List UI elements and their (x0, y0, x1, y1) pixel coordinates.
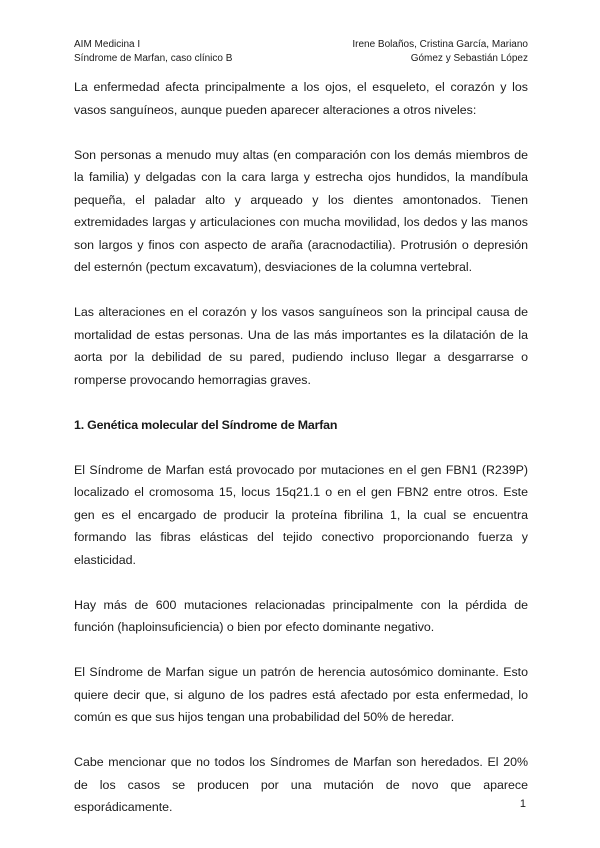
course-title: AIM Medicina I (74, 39, 141, 50)
paragraph-inheritance: El Síndrome de Marfan sigue un patrón de herencia autosómico dominante. Esto quiere decir que, si alguno de los padres está afectado por esta enfermedad, lo común es que sus hijos tengan una probabilidad del 50% de heredar. (74, 665, 528, 724)
document-subtitle: Síndrome de Marfan, caso clínico B (74, 53, 233, 64)
header-right (352, 38, 528, 66)
paragraph-de-novo: Cabe mencionar que no todos los Síndromes de Marfan son heredados. El 20% de los casos se producen por una mutación de novo que aparece esporádicamente. (74, 755, 528, 814)
header-left (74, 38, 232, 66)
paragraph-physical-traits: Son personas a menudo muy altas (en comparación con los demás miembros de la familia) y delgadas con la cara larga y estrecha ojos hundidos, la mandíbula pequeña, el paladar alto y arqueado y los dientes amontonados. Tienen extremidades largas y articulaciones con mucha movilidad, los dedos y las manos son largos y finos con aspecto de araña (aracnodactilia). Protrusión o depresión del esternón (pectum excavatum), desviaciones de la columna vertebral. (74, 147, 528, 274)
page-number: 1 (519, 798, 526, 810)
section-heading: 1. Genética molecular del Síndrome de Marfan (74, 417, 338, 432)
paragraph-cardiovascular: Las alteraciones en el corazón y los vasos sanguíneos son la principal causa de mortalidad de estas personas. Una de las más importantes es la dilatación de la aorta por la debilidad de su pared, pudiendo incluso llegar a desgarrarse o romperse provocando hemorragias graves. (74, 305, 528, 387)
authors-line-2: Gómez y Sebastián López (410, 53, 528, 64)
document-body (74, 76, 528, 841)
authors-line-1: Irene Bolaños, Cristina García, Mariano (352, 39, 528, 50)
paragraph-intro: La enfermedad afecta principalmente a los ojos, el esqueleto, el corazón y los vasos sanguíneos, aunque pueden aparecer alteraciones a otros niveles: (74, 80, 528, 117)
paragraph-mutations: Hay más de 600 mutaciones relacionadas principalmente con la pérdida de función (haploinsuficiencia) o bien por efecto dominante negativo. (74, 597, 528, 634)
paragraph-genetics: El Síndrome de Marfan está provocado por mutaciones en el gen FBN1 (R239P) localizado el cromosoma 15, locus 15q21.1 o en el gen FBN2 entre otros. Este gen es el encargado de producir la proteína fibrilina 1, la cual se encuentra formando las fibras elásticas del tejido conectivo proporcionando fuerza y elasticidad. (74, 462, 528, 567)
